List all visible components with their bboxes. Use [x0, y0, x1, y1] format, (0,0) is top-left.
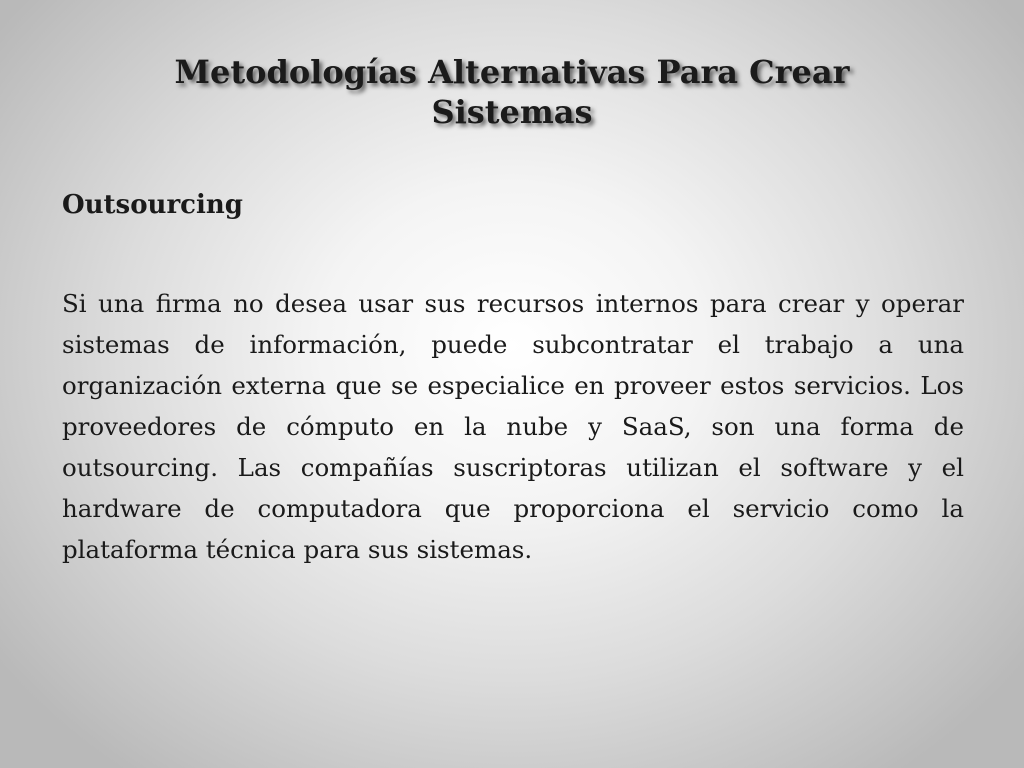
- slide-title: Metodologías Alternativas Para Crear Sistemas: [174, 53, 850, 131]
- body-paragraph: Si una firma no desea usar sus recursos internos para crear y operar sistemas de información, puede subcontratar el trabajo a una organización externa que se especialice en proveer estos servicios. Los proveedores de cómputo en la nube y SaaS, son una forma de outsourcing. Las compañías suscriptoras utilizan el software y el hardware de computadora que proporciona el servicio como la plataforma técnica para sus sistemas.: [62, 289, 964, 564]
- section-heading: Outsourcing: [62, 190, 243, 220]
